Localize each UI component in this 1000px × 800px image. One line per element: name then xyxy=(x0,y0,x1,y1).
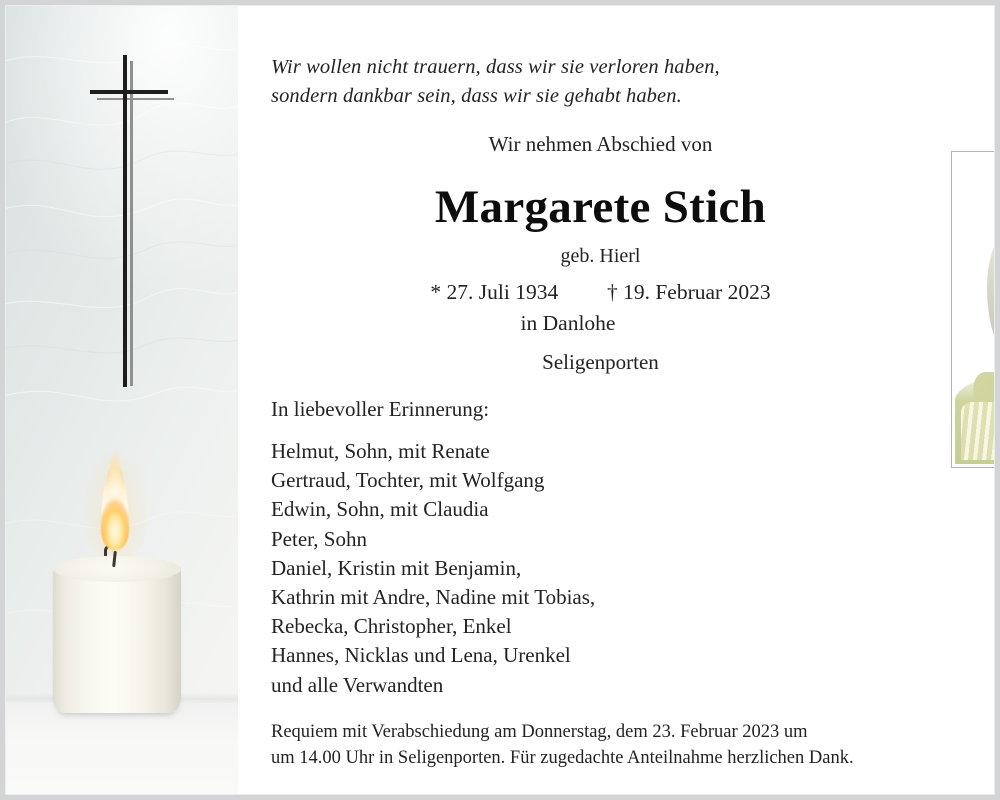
list-item: Daniel, Kristin mit Benjamin, xyxy=(271,555,522,580)
cross-shadow-horizontal xyxy=(97,98,174,100)
memorial-quote xyxy=(271,53,931,111)
lit-candle-icon xyxy=(5,425,238,795)
obituary-text-area xyxy=(238,5,995,795)
service-details xyxy=(271,719,1000,771)
closing-line-1: Requiem mit Verabschiedung am Donnerstag, dem 23. Februar 2023 um xyxy=(271,722,808,742)
list-item: Edwin, Sohn, mit Claudia xyxy=(271,497,489,522)
memory-label: In liebevoller Erinnerung: xyxy=(271,397,490,421)
candle-flame-tip xyxy=(109,449,121,495)
list-item: Peter, Sohn xyxy=(271,526,367,551)
survivors-list xyxy=(271,437,951,700)
list-item: Helmut, Sohn, mit Renate xyxy=(271,439,490,463)
birth-date: * 27. Juli 1934 xyxy=(430,280,559,304)
candle-body xyxy=(53,565,181,713)
death-date: † 19. Februar 2023 xyxy=(606,280,771,304)
portrait-photo-frame xyxy=(951,151,1000,468)
candle-top-surface xyxy=(53,556,181,582)
portrait-hair-left xyxy=(987,229,1000,357)
memorial-imagery-panel xyxy=(5,5,238,795)
quote-line-2: sondern dankbar sein, dass wir sie gehabt haben. xyxy=(271,85,682,107)
list-item: Gertraud, Tochter, mit Wolfgang xyxy=(271,468,545,493)
list-item: Hannes, Nicklas und Lena, Urenkel xyxy=(271,643,571,668)
list-item: Kathrin mit Andre, Nadine mit Tobias, xyxy=(271,585,596,610)
farewell-line: Wir nehmen Abschied von xyxy=(488,132,713,156)
table-surface xyxy=(5,703,238,795)
cross-horizontal-bar xyxy=(90,90,168,94)
closing-line-2: um 14.00 Uhr in Seligenporten. Für zugedachte Anteilnahme herzlichen Dank. xyxy=(271,748,854,768)
quote-line-1: Wir wollen nicht trauern, dass wir sie verloren haben, xyxy=(271,56,720,78)
list-item: Rebecka, Christopher, Enkel xyxy=(271,614,512,639)
list-item: und alle Verwandten xyxy=(271,672,444,697)
maiden-name: geb. Hierl xyxy=(560,245,641,267)
portrait-photo xyxy=(955,155,1000,464)
town-name: Seligenporten xyxy=(542,350,659,374)
life-dates xyxy=(238,280,963,305)
cross-icon xyxy=(5,5,238,425)
cross-vertical-bar xyxy=(123,55,127,387)
deceased-name: Margarete Stich xyxy=(434,181,767,233)
cross-shadow-vertical xyxy=(130,61,133,386)
portrait-stripes-left xyxy=(961,402,1000,460)
birth-place: in Danlohe xyxy=(520,311,616,335)
